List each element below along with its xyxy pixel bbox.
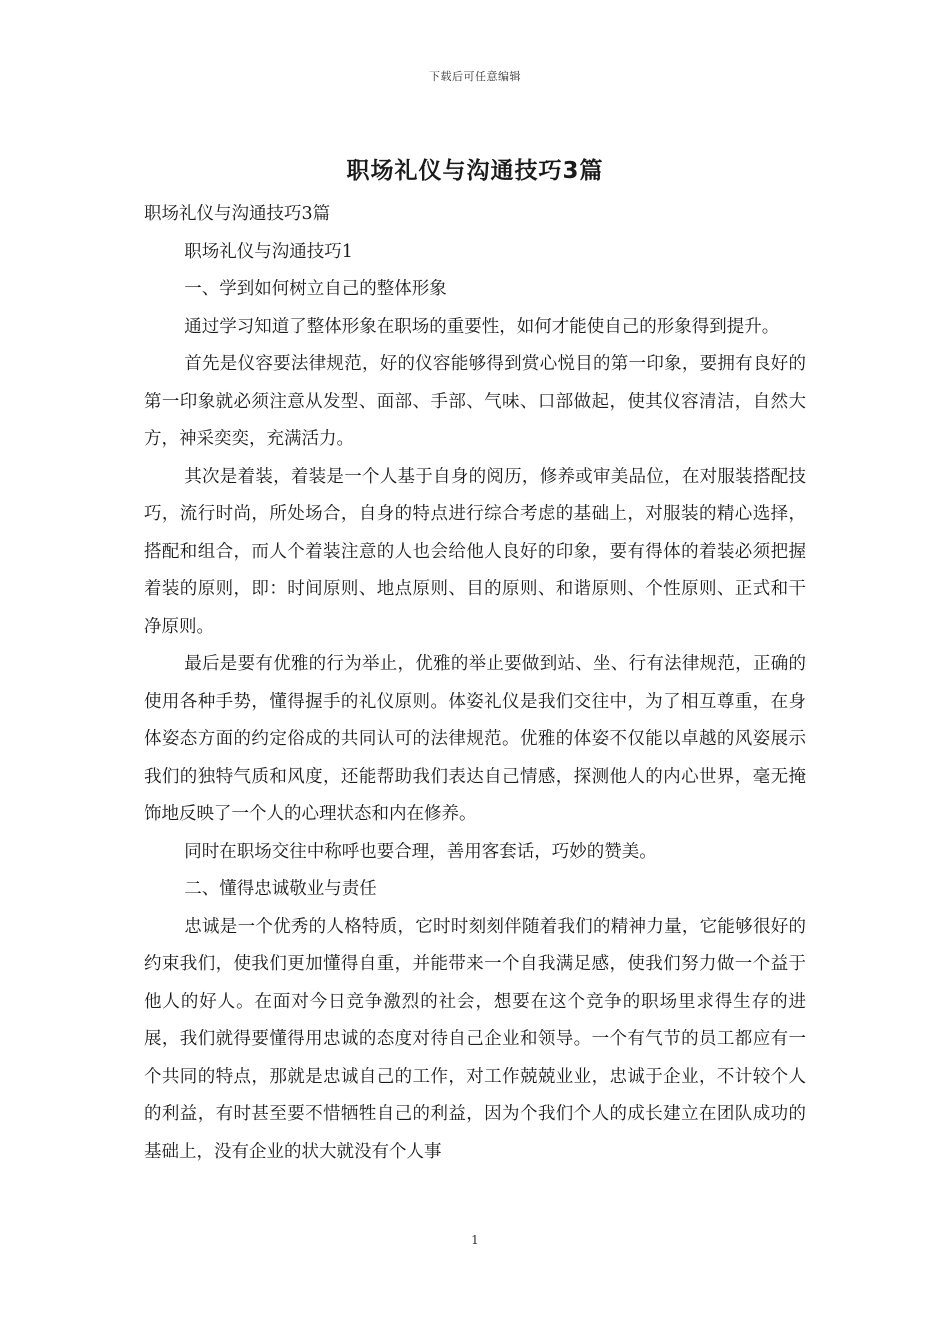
paragraph: 职场礼仪与沟通技巧1 — [184, 241, 353, 262]
section-heading: 一、学到如何树立自己的整体形象 — [184, 279, 447, 299]
paragraph: 职场礼仪与沟通技巧3篇 — [144, 204, 331, 224]
document-title: 职场礼仪与沟通技巧3篇 — [346, 158, 604, 184]
paragraph: 通过学习知道了整体形象在职场的重要性，如何才能使自己的形象得到提升。 — [184, 316, 780, 337]
section-heading: 二、懂得忠诚敬业与责任 — [184, 879, 377, 899]
paragraph: 首先是仪容要法律规范，好的仪容能够得到赏心悦目的第一印象，要拥有良好的第一印象就必须注意从发型、面部、手部、气味、口部做起，使其仪容清洁，自然大方，神采奕奕，充满活力。 — [144, 354, 806, 449]
paragraph: 同时在职场交往中称呼也要合理，善用客套话，巧妙的赞美。 — [184, 841, 657, 862]
document-body — [144, 196, 806, 1171]
page-number: 1 — [471, 1233, 479, 1247]
paragraph: 忠诚是一个优秀的人格特质，它时时刻刻伴随着我们的精神力量，它能够很好的约束我们，使我们更加懂得自重，并能带来一个自我满足感，使我们努力做一个益于他人的好人。在面对今日竞争激烈的社会，想要在这个竞争的职场里求得生存的进展，我们就得要懂得用忠诚的态度对待自己企业和领导。一个有气节的员工都应有一个共同的特点，那就是忠诚自己的工作，对工作兢兢业业，忠诚于企业，不计较个人的利益，有时甚至要不惜牺牲自己的利益，因为个我们个人的成长建立在团队成功的基础上，没有企业的状大就没有个人事 — [144, 916, 806, 1162]
paragraph: 最后是要有优雅的行为举止，优雅的举止要做到站、坐、行有法律规范，正确的使用各种手势，懂得握手的礼仪原则。体姿礼仪是我们交往中，为了相互尊重，在身体姿态方面的约定俗成的共同认可的法律规范。优雅的体姿不仅能以卓越的风姿展示我们的独特气质和风度，还能帮助我们表达自己情感，探测他人的内心世界，毫无掩饰地反映了一个人的心理状态和内在修养。 — [144, 654, 806, 824]
paragraph: 其次是着装，着装是一个人基于自身的阅历，修养或审美品位，在对服装搭配技巧，流行时尚，所处场合，自身的特点进行综合考虑的基础上，对服装的精心选择，搭配和组合，而人个着装注意的人也会给他人良好的印象，要有得体的着装必须把握着装的原则，即：时间原则、地点原则、目的原则、和谐原则、个性原则、正式和干净原则。 — [144, 466, 806, 637]
page-header-note: 下载后可任意编辑 — [429, 70, 521, 83]
